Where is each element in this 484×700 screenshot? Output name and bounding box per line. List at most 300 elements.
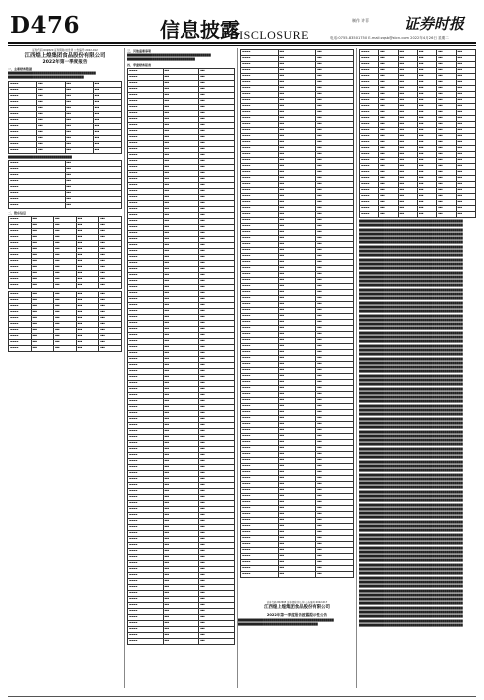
table-cell: ▬▬▬▬ [9, 81, 37, 87]
table-cell: ▪▪▪ [278, 110, 316, 116]
table-cell: ▪▪▪ [31, 246, 54, 252]
table-cell: ▪▪▪ [76, 252, 99, 258]
table-cell: ▬▬▬▬ [241, 374, 279, 380]
table-cell: ▪▪▪ [379, 98, 398, 104]
table-cell: ▪▪▪ [93, 87, 121, 93]
text-line: ████████████████████████████████████████████████████ [359, 310, 463, 314]
table-cell: ▪▪▪ [199, 350, 235, 356]
table-cell: ▪▪▪ [99, 264, 122, 270]
table-cell: ▪▪▪ [316, 242, 354, 248]
table-cell: ▪▪▪ [54, 276, 77, 282]
table-cell: ▪▪▪ [379, 110, 398, 116]
table-cell: ▪▪▪ [278, 230, 316, 236]
table-cell: ▪▪▪ [316, 272, 354, 278]
table-cell: ▪▪▪ [278, 398, 316, 404]
table-cell: ▪▪▪ [456, 80, 475, 86]
table-cell: ▬▬▬▬ [9, 240, 32, 246]
text-line: ████████████████████████████████████████████████████ [359, 623, 463, 627]
text-line: ████████████████████████████████████████████████████ [359, 559, 463, 563]
text-line: ████████████████████████████████████████████████████ [359, 507, 463, 511]
table-cell: ▪▪▪ [379, 50, 398, 56]
table-cell: ▬▬▬▬ [128, 380, 164, 386]
table-cell: ▪▪▪ [54, 270, 77, 276]
table-cell: ▪▪▪ [76, 327, 99, 333]
text-line: ████████████████████████████████████████████████████ [359, 460, 463, 464]
table-cell: ▪▪▪ [199, 620, 235, 626]
table-cell: ▬▬▬▬ [241, 524, 279, 530]
table-cell: ▪▪▪ [316, 356, 354, 362]
table-cell: ▬▬▬▬ [241, 50, 279, 56]
text-line: ████████████████████████████████████████████████████ [359, 426, 463, 430]
table-cell: ▪▪▪ [163, 80, 199, 86]
text-line: ████████████████████████████████████████████ [8, 72, 96, 75]
table-cell: ▬▬▬▬ [128, 524, 164, 530]
text-line: ████████████████████████████████████████████████████ [359, 580, 463, 584]
table-cell: ▬▬▬▬ [9, 111, 37, 117]
table-cell: ▪▪▪ [316, 572, 354, 578]
text-line: ██████████████████████████████████████ [8, 76, 84, 80]
table-cell: ▪▪▪ [199, 398, 235, 404]
table-cell: ▬▬▬▬ [128, 620, 164, 626]
table-cell: ▪▪▪ [278, 86, 316, 92]
table-cell: ▬▬▬▬ [9, 264, 32, 270]
table-cell: ▪▪▪ [398, 104, 417, 110]
table-cell: ▬▬▬▬ [128, 434, 164, 440]
table-cell: ▪▪▪ [199, 272, 235, 278]
table-cell: ▪▪▪ [199, 278, 235, 284]
table-cell: ▪▪▪ [437, 122, 456, 128]
table-cell: ▪▪▪ [316, 470, 354, 476]
table-cell: ▪▪▪ [278, 278, 316, 284]
table-cell: ▪▪▪ [163, 170, 199, 176]
column-2 [127, 48, 235, 688]
table-cell: ▬▬▬▬ [360, 122, 379, 128]
table-cell: ▬▬▬▬ [128, 128, 164, 134]
table-cell: ▪▪▪ [316, 56, 354, 62]
table-cell: ▪▪▪ [278, 272, 316, 278]
table-cell: ▬▬▬▬ [128, 626, 164, 632]
text-line: ████████████████████████████████████████████████████ [359, 280, 463, 284]
text-line: ████████████████████████████████████████████████████ [359, 464, 463, 468]
table-cell: ▪▪▪ [76, 246, 99, 252]
table-cell: ▬▬▬▬ [128, 638, 164, 644]
table-cell: ▪▪▪ [316, 548, 354, 554]
table-cell: ▪▪▪ [199, 290, 235, 296]
table-cell: ▪▪▪ [31, 282, 54, 288]
table-cell: ▪▪▪ [316, 194, 354, 200]
table-cell: ▬▬▬▬ [241, 62, 279, 68]
text-line: ████████████████████████████████████████████████████ [359, 439, 463, 443]
table-cell: ▬▬▬▬ [128, 410, 164, 416]
table-cell: ▪▪▪ [316, 158, 354, 164]
table-cell: ▪▪▪ [316, 146, 354, 152]
table-cell: ▬▬▬▬ [128, 596, 164, 602]
table-cell: ▪▪▪ [99, 222, 122, 228]
table-cell: ▪▪▪ [163, 482, 199, 488]
financial-table [8, 81, 122, 154]
table-cell: ▪▪▪ [437, 56, 456, 62]
table-cell: ▪▪▪ [278, 134, 316, 140]
table-cell: ▬▬▬▬ [128, 428, 164, 434]
table-cell: ▪▪▪ [456, 134, 475, 140]
table-cell: ▪▪▪ [99, 258, 122, 264]
text-line: ████████████████████████████████████████████████████ [359, 456, 463, 460]
table-cell: ▪▪▪ [316, 176, 354, 182]
table-cell: ▪▪▪ [65, 93, 93, 99]
table-cell: ▪▪▪ [163, 404, 199, 410]
table-cell: ▪▪▪ [163, 194, 199, 200]
table-cell: ▪▪▪ [76, 228, 99, 234]
text-line: ████████████████████████████████████████████████████ [359, 563, 463, 567]
table-cell: ▪▪▪ [199, 626, 235, 632]
table-cell: ▪▪▪ [163, 434, 199, 440]
text-line: ████████████████████████████████████████████████████ [359, 529, 463, 533]
table-cell: ▪▪▪ [278, 188, 316, 194]
table-cell: ▬▬▬▬ [360, 116, 379, 122]
table-cell: ▪▪▪ [76, 264, 99, 270]
table-cell: ▪▪▪ [278, 482, 316, 488]
table-cell: ▪▪▪ [31, 222, 54, 228]
table-cell: ▬▬▬▬ [9, 246, 32, 252]
table-cell: ▬▬▬▬ [128, 344, 164, 350]
table-cell: ▪▪▪ [199, 602, 235, 608]
table-cell: ▪▪▪ [417, 188, 436, 194]
table-cell: ▬▬▬▬ [9, 160, 66, 166]
table-cell: ▪▪▪ [31, 240, 54, 246]
table-cell: ▪▪▪ [163, 518, 199, 524]
table-cell: ▪▪▪ [417, 92, 436, 98]
table-cell: ▪▪▪ [278, 458, 316, 464]
text-line: ████████████████████████████████████████████████████ [359, 331, 463, 335]
text-line: ████████████████████████████████████████████████████ [359, 237, 463, 241]
table-cell: ▪▪▪ [316, 362, 354, 368]
table-cell: ▪▪▪ [31, 234, 54, 240]
table-cell: ▪▪▪ [278, 518, 316, 524]
table-cell: ▪▪▪ [316, 248, 354, 254]
text-line: ████████████████████████████████████████████████████ [359, 288, 463, 292]
table-cell: ▪▪▪ [163, 284, 199, 290]
table-cell: ▬▬▬▬ [360, 56, 379, 62]
table-cell: ▪▪▪ [437, 194, 456, 200]
table-cell: ▪▪▪ [163, 494, 199, 500]
text-line: ████████████████████████████████████████████████████ [359, 495, 463, 498]
table-cell: ▬▬▬▬ [360, 212, 379, 218]
table-cell: ▪▪▪ [456, 104, 475, 110]
table-cell: ▪▪▪ [278, 254, 316, 260]
shareholder-table [8, 291, 122, 352]
table-cell: ▬▬▬▬ [241, 92, 279, 98]
table-cell: ▬▬▬▬ [128, 278, 164, 284]
table-cell: ▪▪▪ [163, 326, 199, 332]
text-line: ████████████████████████████████████████████████████ [359, 220, 463, 223]
table-cell: ▬▬▬▬ [360, 62, 379, 68]
table-cell: ▪▪▪ [163, 626, 199, 632]
table-cell: ▪▪▪ [163, 380, 199, 386]
column-divider [124, 48, 125, 688]
table-cell: ▪▪▪ [398, 122, 417, 128]
table-cell: ▪▪▪ [316, 482, 354, 488]
table-cell: ▪▪▪ [199, 146, 235, 152]
table-cell: ▪▪▪ [456, 206, 475, 212]
table-cell: ▬▬▬▬ [241, 128, 279, 134]
table-cell: ▬▬▬▬ [128, 320, 164, 326]
table-cell: ▬▬▬▬ [9, 129, 37, 135]
table-cell: ▪▪▪ [398, 194, 417, 200]
header-rule [8, 42, 476, 44]
table-cell: ▪▪▪ [379, 134, 398, 140]
text-line: ████████████████████████████████████████████████████ [359, 409, 463, 413]
table-cell: ▪▪▪ [199, 584, 235, 590]
table-cell: ▪▪▪ [278, 284, 316, 290]
table-cell: ▬▬▬▬ [241, 542, 279, 548]
table-cell: ▬▬▬▬ [241, 182, 279, 188]
balance-sheet-table [127, 68, 235, 645]
table-cell: ▪▪▪ [278, 350, 316, 356]
table-cell: ▪▪▪ [316, 566, 354, 572]
table-cell: ▪▪▪ [437, 158, 456, 164]
table-cell: ▬▬▬▬ [241, 422, 279, 428]
text-line: ██████████████████████████████████ [127, 58, 195, 62]
table-cell: ▪▪▪ [199, 410, 235, 416]
table-cell: ▪▪▪ [199, 452, 235, 458]
table-cell: ▪▪▪ [99, 240, 122, 246]
table-cell: ▬▬▬▬ [241, 152, 279, 158]
table-cell: ▬▬▬▬ [241, 494, 279, 500]
table-cell: ▪▪▪ [199, 152, 235, 158]
table-cell: ▪▪▪ [163, 188, 199, 194]
table-cell: ▪▪▪ [65, 81, 93, 87]
table-cell: ▪▪▪ [99, 321, 122, 327]
table-cell: ▬▬▬▬ [241, 158, 279, 164]
table-cell: ▪▪▪ [417, 62, 436, 68]
table-cell: ▬▬▬▬ [241, 500, 279, 506]
table-cell: ▪▪▪ [199, 92, 235, 98]
text-line: ████████████████████████████████████████████████████ [359, 374, 463, 378]
table-cell: ▪▪▪ [278, 170, 316, 176]
table-cell: ▪▪▪ [278, 554, 316, 560]
table-cell: ▪▪▪ [199, 188, 235, 194]
table-cell: ▪▪▪ [76, 297, 99, 303]
table-cell: ▪▪▪ [456, 68, 475, 74]
table-cell: ▬▬▬▬ [128, 542, 164, 548]
table-cell: ▪▪▪ [398, 62, 417, 68]
table-cell: ▬▬▬▬ [128, 296, 164, 302]
table-cell: ▪▪▪ [199, 314, 235, 320]
table-cell: ▪▪▪ [456, 92, 475, 98]
table-cell: ▪▪▪ [316, 422, 354, 428]
table-cell: ▪▪▪ [54, 234, 77, 240]
table-cell: ▪▪▪ [417, 86, 436, 92]
table-cell: ▪▪▪ [379, 122, 398, 128]
table-cell: ▬▬▬▬ [128, 98, 164, 104]
table-cell: ▪▪▪ [278, 128, 316, 134]
table-cell: ▪▪▪ [398, 86, 417, 92]
table-cell: ▪▪▪ [163, 158, 199, 164]
table-cell: ▪▪▪ [316, 446, 354, 452]
table-cell: ▪▪▪ [76, 315, 99, 321]
table-cell: ▬▬▬▬ [128, 122, 164, 128]
table-cell: ▬▬▬▬ [241, 338, 279, 344]
table-cell: ▬▬▬▬ [241, 110, 279, 116]
table-cell: ▬▬▬▬ [360, 92, 379, 98]
table-cell: ▬▬▬▬ [360, 152, 379, 158]
table-cell: ▬▬▬▬ [241, 56, 279, 62]
text-line: ████████████████████████████████████████████████████ [359, 482, 463, 486]
table-cell: ▬▬▬▬ [241, 428, 279, 434]
table-cell: ▪▪▪ [199, 614, 235, 620]
table-cell: ▪▪▪ [163, 236, 199, 242]
table-row [360, 212, 476, 218]
table-cell: ▪▪▪ [163, 602, 199, 608]
table-cell: ▪▪▪ [456, 98, 475, 104]
table-cell: ▪▪▪ [379, 104, 398, 110]
table-cell: ▬▬▬▬ [128, 440, 164, 446]
table-cell: ▪▪▪ [316, 476, 354, 482]
table-cell: ▪▪▪ [65, 160, 122, 166]
table-cell: ▪▪▪ [54, 282, 77, 288]
table-cell: ▪▪▪ [456, 110, 475, 116]
table-cell: ▪▪▪ [278, 164, 316, 170]
table-cell: ▪▪▪ [456, 74, 475, 80]
notice-section-heading: 三、其他重要事项 [127, 49, 152, 53]
table-cell: ▪▪▪ [316, 350, 354, 356]
table-cell: ▬▬▬▬ [241, 164, 279, 170]
table-cell: ▬▬▬▬ [128, 302, 164, 308]
table-cell: ▬▬▬▬ [241, 344, 279, 350]
table-cell: ▪▪▪ [417, 152, 436, 158]
table-cell: ▪▪▪ [199, 548, 235, 554]
table-cell: ▬▬▬▬ [241, 200, 279, 206]
table-cell: ▪▪▪ [163, 452, 199, 458]
table-cell: ▬▬▬▬ [9, 123, 37, 129]
table-cell: ▪▪▪ [398, 146, 417, 152]
text-line: ████████████████████████████████████████████████████ [359, 598, 463, 602]
table-cell: ▪▪▪ [199, 578, 235, 584]
table-cell: ▬▬▬▬ [128, 350, 164, 356]
table-cell: ▪▪▪ [278, 104, 316, 110]
table-cell: ▪▪▪ [31, 276, 54, 282]
table-cell: ▪▪▪ [199, 416, 235, 422]
page-header [0, 0, 484, 44]
table-cell: ▬▬▬▬ [241, 392, 279, 398]
table-cell: ▪▪▪ [99, 216, 122, 222]
table-cell: ▪▪▪ [99, 309, 122, 315]
table-cell: ▪▪▪ [437, 50, 456, 56]
table-cell: ▪▪▪ [31, 339, 54, 345]
table-cell: ▪▪▪ [278, 416, 316, 422]
table-cell: ▬▬▬▬ [241, 320, 279, 326]
table-cell: ▬▬▬▬ [128, 572, 164, 578]
table-cell: ▪▪▪ [316, 386, 354, 392]
table-cell: ▬▬▬▬ [128, 512, 164, 518]
table-cell: ▪▪▪ [163, 542, 199, 548]
table-cell: ▪▪▪ [199, 524, 235, 530]
table-cell: ▪▪▪ [379, 116, 398, 122]
table-cell: ▬▬▬▬ [128, 404, 164, 410]
table-cell: ▬▬▬▬ [241, 512, 279, 518]
table-cell: ▪▪▪ [278, 338, 316, 344]
table-cell: ▬▬▬▬ [128, 314, 164, 320]
table-cell: ▪▪▪ [398, 158, 417, 164]
text-line: ████████████████████████████████████████████████████ [359, 228, 463, 232]
table-cell: ▪▪▪ [278, 572, 316, 578]
table-cell: ▪▪▪ [437, 206, 456, 212]
table-cell: ▪▪▪ [199, 560, 235, 566]
table-cell: ▪▪▪ [31, 345, 54, 351]
text-line: ████████████████████████████████████████████████████ [359, 490, 463, 494]
table-cell: ▬▬▬▬ [9, 93, 37, 99]
table-cell: ▪▪▪ [278, 62, 316, 68]
table-cell: ▪▪▪ [54, 339, 77, 345]
table-cell: ▬▬▬▬ [9, 333, 32, 339]
table-cell: ▪▪▪ [316, 428, 354, 434]
table-cell: ▪▪▪ [316, 80, 354, 86]
table-cell: ▪▪▪ [199, 542, 235, 548]
table-cell: ▬▬▬▬ [128, 152, 164, 158]
table-cell: ▪▪▪ [456, 122, 475, 128]
table-cell: ▬▬▬▬ [360, 200, 379, 206]
text-line: ████████████████████████████████████████████████████ [359, 593, 463, 597]
table-cell: ▬▬▬▬ [241, 80, 279, 86]
text-line: ████████████████████████████████████████████████████ [359, 430, 463, 434]
table-cell: ▪▪▪ [31, 228, 54, 234]
text-line: ████████████████████████████████████████████████████ [359, 241, 463, 245]
table-cell: ▪▪▪ [199, 134, 235, 140]
table-cell: ▪▪▪ [316, 230, 354, 236]
table-cell: ▪▪▪ [278, 56, 316, 62]
table-cell: ▬▬▬▬ [360, 104, 379, 110]
notice-code-line: 证券代码:002695 证券简称:煌上煌 公告编号:2022-017 [266, 601, 328, 604]
table-cell: ▪▪▪ [199, 338, 235, 344]
table-cell: ▪▪▪ [437, 74, 456, 80]
table-cell: ▪▪▪ [54, 303, 77, 309]
table-cell: ▪▪▪ [379, 128, 398, 134]
table-cell: ▬▬▬▬ [241, 296, 279, 302]
table-cell: ▪▪▪ [278, 470, 316, 476]
table-cell: ▪▪▪ [199, 74, 235, 80]
table-cell: ▬▬▬▬ [241, 350, 279, 356]
table-cell: ▬▬▬▬ [360, 170, 379, 176]
text-line: ████████████████████████████████████████████████████ [359, 516, 463, 520]
table-cell: ▬▬▬▬ [241, 470, 279, 476]
table-cell: ▪▪▪ [379, 152, 398, 158]
table-cell: ▬▬▬▬ [241, 170, 279, 176]
table-cell: ▬▬▬▬ [360, 86, 379, 92]
table-cell: ▬▬▬▬ [128, 530, 164, 536]
table-cell: ▪▪▪ [199, 320, 235, 326]
table-cell: ▪▪▪ [417, 68, 436, 74]
table-cell: ▪▪▪ [93, 129, 121, 135]
table-cell: ▪▪▪ [199, 506, 235, 512]
table-cell: ▪▪▪ [163, 176, 199, 182]
table-cell: ▬▬▬▬ [241, 458, 279, 464]
table-cell: ▪▪▪ [199, 386, 235, 392]
table-cell: ▬▬▬▬ [9, 190, 66, 196]
table-cell: ▬▬▬▬ [128, 242, 164, 248]
table-cell: ▪▪▪ [199, 530, 235, 536]
table-cell: ▬▬▬▬ [241, 506, 279, 512]
table-cell: ▪▪▪ [398, 188, 417, 194]
table-cell: ▪▪▪ [278, 80, 316, 86]
table-cell: ▪▪▪ [93, 147, 121, 153]
table-cell: ▪▪▪ [316, 290, 354, 296]
table-cell: ▬▬▬▬ [360, 194, 379, 200]
table-cell: ▪▪▪ [163, 98, 199, 104]
table-cell: ▪▪▪ [316, 554, 354, 560]
table-cell: ▪▪▪ [99, 333, 122, 339]
table-cell: ▪▪▪ [99, 252, 122, 258]
text-line: ████████████████████████████████████████████████████ [359, 572, 463, 576]
